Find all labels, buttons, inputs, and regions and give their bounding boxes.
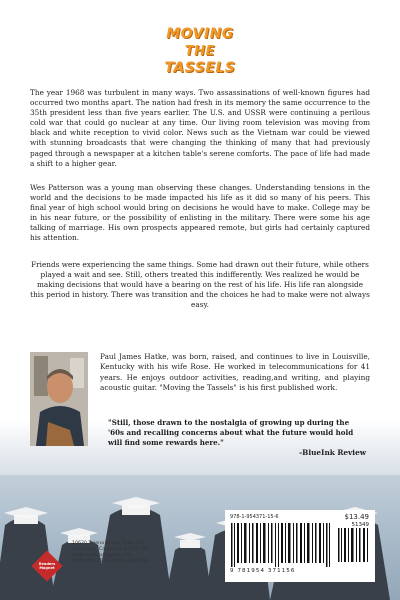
book-title-line-1: MOVING	[166, 26, 234, 42]
isbn-top-text: 978-1-954371-15-6	[230, 514, 279, 520]
logo-text-line-1: Readers	[38, 562, 56, 566]
blurb-paragraph-2: Wes Patterson was a young man observing these changes. Understanding tensions in the world and the decisions to be made impacted his life as it did so many of his peers. This final year of high school would bring on decisions he would have to make. College may be in his near future, or the possibility of enlisting in the military. There were some his age talking of marriage. His own prospects appeared remote, but girls had certainly captured his attention.	[30, 183, 370, 243]
blurb-paragraph-3: Friends were experiencing the same things. Some had drawn out their future, while others played a wait and see. Still, others treated this indifferently. Wes realized he would be making decisions that would have a bearing on the rest of his life. His life ran alongside this period in history. There was transition and the choices he had to make were not always easy.	[30, 260, 370, 310]
publisher-address	[72, 541, 150, 565]
address-line-1: 10620 Treena Street, Suite 230	[72, 541, 146, 546]
blurb-paragraph-1: The year 1968 was turbulent in many ways. Two assassinations of well-known figures had occurred two months apart. The nation had fresh in its memory the same occurrence to the 35th president less than five years earlier. The U.S. and USSR were continuing a perilous cold war that could go nuclear at any time. Our living room television was moving from black and white reception to vivid color. News such as the Vietnam war could be viewed with stunning broadcasts that were changing the thinking of many that had previously paged through a newspaper at a kitchen table's serene comforts. The pace of life had made a shift to a higher gear.	[30, 88, 370, 168]
logo-text-line-2: Magnet	[39, 566, 55, 570]
book-title-line-3: TASSELS	[164, 60, 236, 76]
barcode-bars-icon	[231, 523, 331, 567]
address-line-2: San Diego, California, 92131 USA	[72, 547, 151, 552]
isbn-bottom-text: 9 781954 371156	[230, 568, 296, 574]
author-photo	[30, 352, 88, 446]
author-portrait-icon	[30, 352, 88, 446]
isbn-barcode	[225, 510, 375, 582]
address-line-4: (619) 354 2643 | (800) 805 0762	[72, 559, 150, 564]
supplement-number: 51349	[351, 522, 369, 528]
address-line-3: www.readersmagnet.com	[72, 553, 132, 558]
publisher-logo-text	[38, 562, 56, 570]
author-bio: Paul James Hatke, was born, raised, and continues to live in Louisville, Kentucky with his wife Rose. He worked in telecommunications for 41 years. He enjoys outdoor activities, reading,and writing, and playing acoustic guitar. "Moving the Tassels" is his first published work.	[100, 352, 370, 392]
supplement-barcode-icon	[338, 528, 370, 562]
review-quote: "Still, those drawn to the nostalgia of growing up during the '60s and recalling concerns about what the future would hold will find some rewards here."	[108, 418, 354, 447]
price-text: $13.49	[344, 513, 369, 521]
review-source: -BlueInk Review	[299, 448, 366, 457]
book-title-line-2: THE	[184, 44, 216, 59]
